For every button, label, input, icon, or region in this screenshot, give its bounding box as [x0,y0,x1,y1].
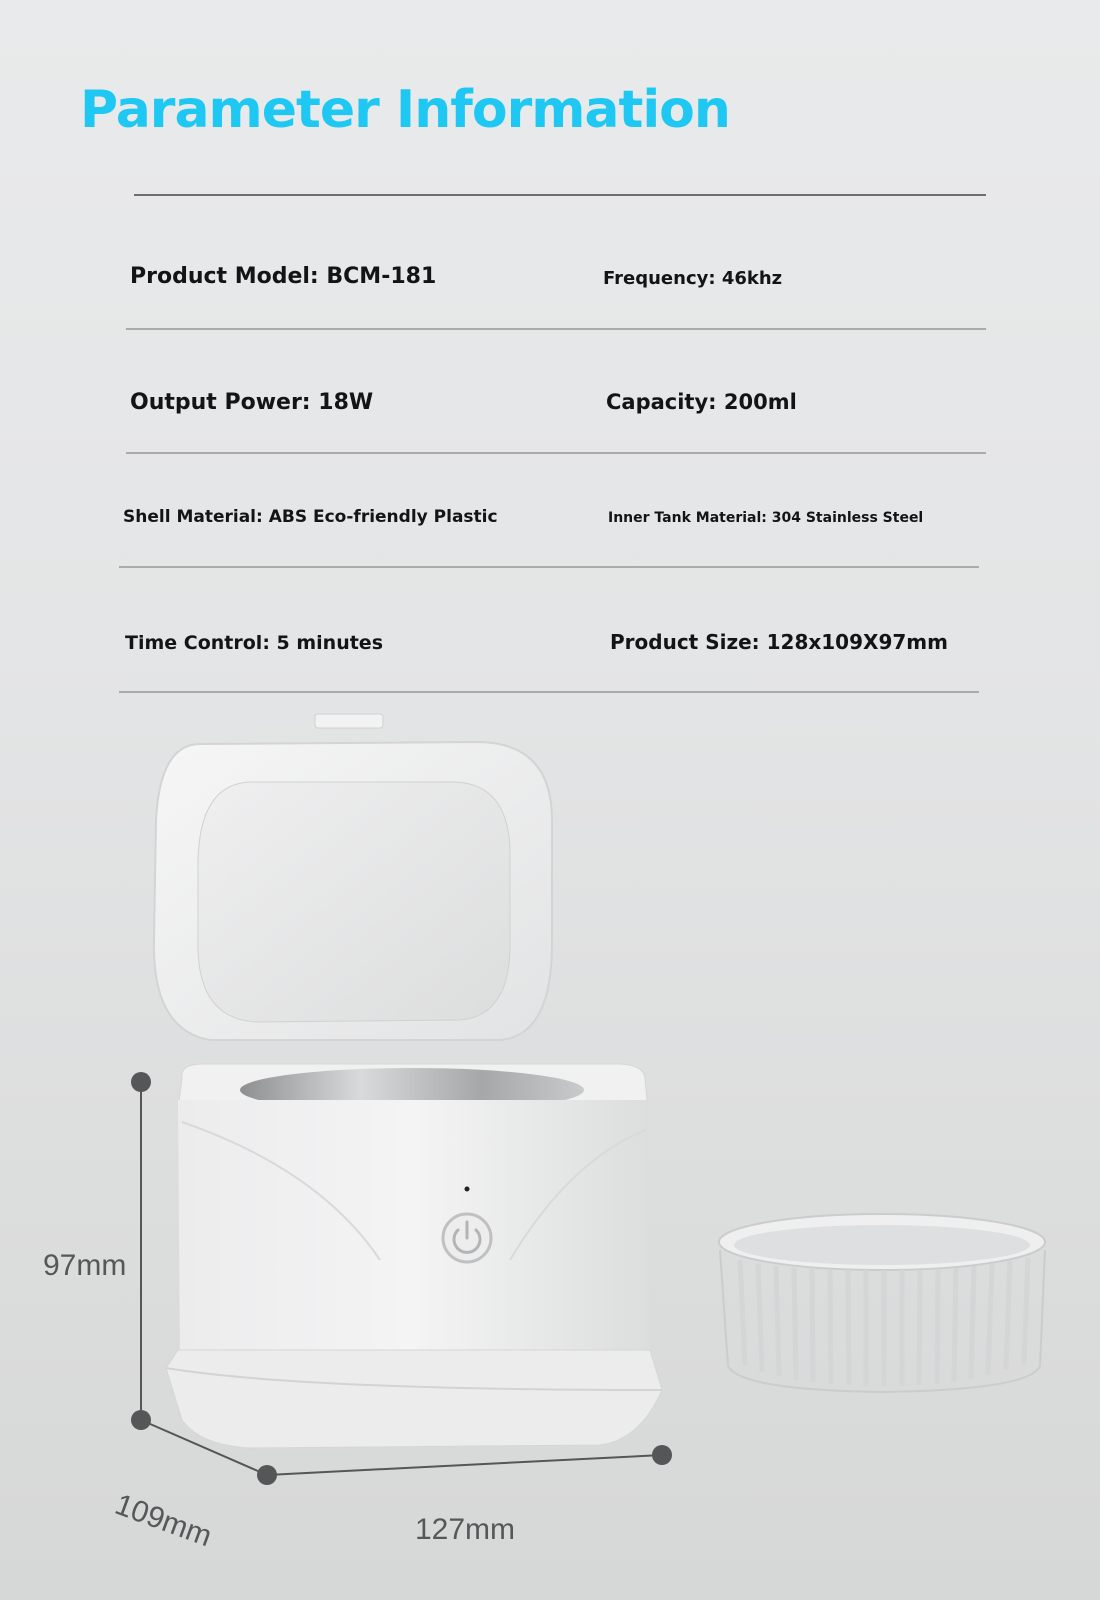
param-product-size: Product Size: 128x109X97mm [610,630,948,654]
divider-3 [119,566,979,568]
product-illustration [0,700,1100,1600]
param-shell-material: Shell Material: ABS Eco-friendly Plastic [123,507,498,527]
device-body [178,1100,650,1360]
param-capacity: Capacity: 200ml [606,390,797,414]
divider-1 [126,328,986,330]
param-frequency: Frequency: 46khz [603,268,783,289]
divider-4 [119,691,979,693]
indicator-light [465,1187,470,1192]
dimension-depth-label: 109mm [110,1488,217,1554]
divider-top [134,194,986,196]
page-title: Parameter Information [80,80,730,140]
dimension-width-label: 127mm [415,1513,516,1546]
param-output-power: Output Power: 18W [130,390,374,415]
power-icon[interactable] [443,1214,491,1262]
device-base [166,1350,662,1448]
lid-tab [315,714,383,728]
param-product-model: Product Model: BCM-181 [130,264,437,289]
cleaning-basket [719,1214,1045,1392]
lid-inner-panel [198,782,510,1022]
param-time-control: Time Control: 5 minutes [125,632,384,654]
param-inner-tank-material: Inner Tank Material: 304 Stainless Steel [608,510,924,526]
dimension-height-label: 97mm [43,1249,127,1282]
divider-2 [126,452,986,454]
